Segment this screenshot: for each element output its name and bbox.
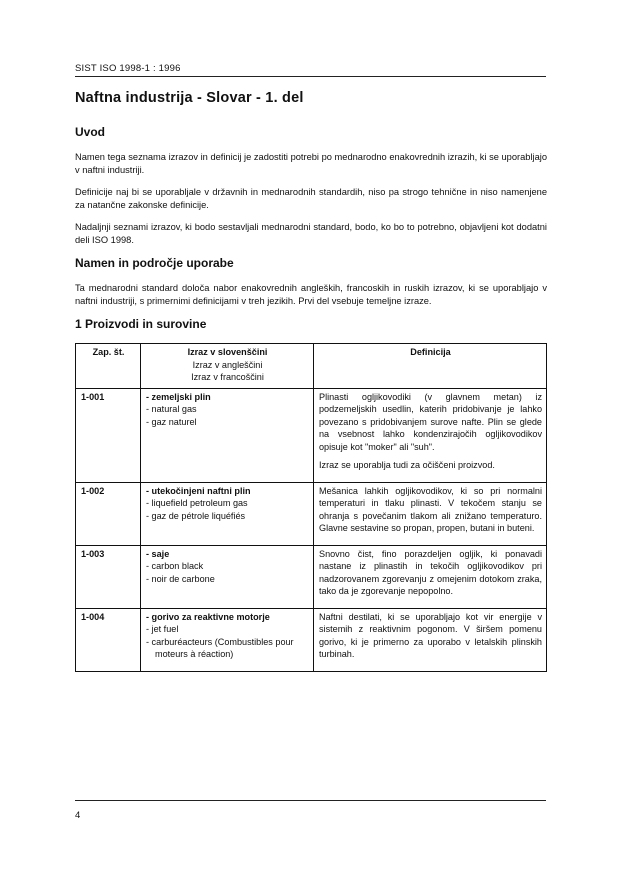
term-french: - gaz de pétrole liquéfiés <box>146 510 246 521</box>
row-definition <box>314 545 547 608</box>
term-slovenian: - gorivo za reaktivne motorje <box>146 611 270 622</box>
page-title: Naftna industrija - Slovar - 1. del <box>75 90 304 106</box>
table-row <box>76 482 547 545</box>
definition-text: Plinasti ogljikovodiki (v glavnem metan) iz podzemeljskih usedlin, katerih pridobivanje je lahko povezano s pridobivanjem surove nafte. Plin se glede na vsebnost lahko kondenzirajočih ogljikovodikov opisuje kot "moker" ali "suh". <box>319 391 542 452</box>
col-header-term <box>141 344 314 389</box>
table-header-row <box>76 344 547 389</box>
standard-id: SIST ISO 1998-1 : 1996 <box>75 63 181 74</box>
intro-heading: Uvod <box>75 125 105 139</box>
term-french: - gaz naturel <box>146 416 197 427</box>
definition-text: Naftni destilati, ki se uporabljajo kot vir energije v sistemih z reaktivnim pogonom. V širšem pomenu gorivo, ki je primerno za uporabo v letalskih plinskih turbinah. <box>319 611 542 659</box>
term-english: - carbon black <box>146 561 204 571</box>
table-row <box>76 388 547 482</box>
terms-table <box>75 343 547 672</box>
definition-text: Snovno čist, fino porazdeljen ogljik, ki ponavadi nastane iz plinastih in tekočih ogljikovodikov pri nadzorovanem zgorevanju z omejenim dotokom zraka, tako da je zgorevanje nepopolno. <box>319 548 542 596</box>
term-slovenian: - utekočinjeni naftni plin <box>146 485 251 496</box>
row-terms <box>141 545 314 608</box>
row-number: 1-003 <box>76 545 141 608</box>
definition-text: Mešanica lahkih ogljikovodikov, ki so pri normalni temperaturi in tlaku plinasti. V tekočem stanju se ohranja s povečanim tlakom ali znižano temperaturo. Glavne sestavine so propan, propen, butani in buteni. <box>319 485 542 533</box>
term-english: - jet fuel <box>146 624 179 634</box>
footer-rule <box>75 800 546 801</box>
intro-paragraph-2: Definicije naj bi se uporabljale v državnih in mednarodnih standardih, niso pa strogo tehnične in niso namenjene za natančne zakonske definicije. <box>75 187 547 210</box>
term-english: - liquefield petroleum gas <box>146 498 248 508</box>
row-number: 1-002 <box>76 482 141 545</box>
intro-paragraph-1: Namen tega seznama izrazov in definicij je zadostiti potrebi po mednarodno enakovrednih izrazih, ki se uporabljajo v naftni industriji. <box>75 152 547 175</box>
col-header-definition: Definicija <box>314 344 547 389</box>
scope-heading: Namen in področje uporabe <box>75 256 234 270</box>
row-definition <box>314 608 547 671</box>
row-definition <box>314 482 547 545</box>
term-english: - natural gas <box>146 404 197 414</box>
page-number: 4 <box>75 810 81 821</box>
definition-note: Izraz se uporablja tudi za očiščeni proizvod. <box>319 460 495 470</box>
section-1-heading: 1 Proizvodi in surovine <box>75 317 207 331</box>
scope-paragraph: Ta mednarodni standard določa nabor enakovrednih angleških, francoskih in ruskih izrazov, ki se uporabljajo v naftni industriji, s primernimi definicijami v treh jezikih. Prvi del vsebuje temeljne izraze. <box>75 283 547 306</box>
col-header-term-en: Izraz v angleščini <box>192 359 263 370</box>
term-slovenian: - zemeljski plin <box>146 391 211 402</box>
col-header-number: Zap. št. <box>76 344 141 389</box>
table-row <box>76 545 547 608</box>
row-terms <box>141 388 314 482</box>
header-rule <box>75 76 546 77</box>
col-header-term-sl: Izraz v slovenščini <box>187 347 268 357</box>
intro-paragraph-3: Nadaljnji seznami izrazov, ki bodo sestavljali mednarodni standard, bodo, ko bo to potrebno, objavljeni kot dodatni deli ISO 1998. <box>75 222 547 245</box>
main-content <box>75 90 547 672</box>
row-terms <box>141 608 314 671</box>
row-number: 1-004 <box>76 608 141 671</box>
col-header-term-fr: Izraz v francoščini <box>191 372 264 382</box>
term-french: - carburéacteurs (Combustibles pour moteurs à réaction) <box>146 636 294 659</box>
row-terms <box>141 482 314 545</box>
row-definition <box>314 388 547 482</box>
row-number: 1-001 <box>76 388 141 482</box>
term-slovenian: - saje <box>146 548 170 559</box>
table-row <box>76 608 547 671</box>
term-french: - noir de carbone <box>146 573 215 584</box>
